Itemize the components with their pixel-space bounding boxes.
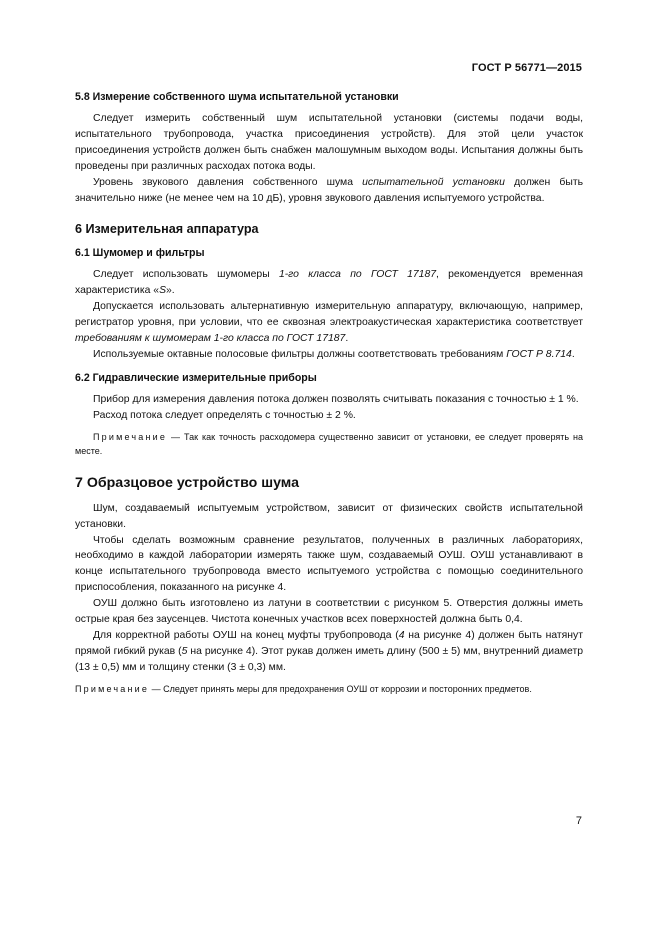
paragraph: Прибор для измерения давления потока должен позволять считывать показания с точностью ± 1 %.	[93, 393, 579, 405]
paragraph: Следует измерить собственный шум испытательной установки (системы подачи воды, испытательного трубопровода, участка присоединения устройств). Для этой цели участок присоединения устройств должен быть снабжен малошумным выходом воды. Испытания должны быть проведены при различных расходах потока воды.	[75, 113, 583, 172]
paragraph: Используемые октавные полосовые фильтры должны соответствовать требованиям ГОСТ Р 8.714.	[93, 348, 575, 360]
paragraph: Уровень звукового давления собственного шума испытательной установки должен быть значительно ниже (не менее чем на 10 дБ), уровня звукового давления испытуемого устройства.	[75, 176, 583, 204]
section-6-2-heading: 6.2 Гидравлические измерительные приборы	[75, 371, 317, 384]
note: Примечание — Так как точность расходомера существенно зависит от установки, ее следует проверять на месте.	[75, 431, 583, 457]
page-body	[75, 90, 583, 696]
note: Примечание — Следует принять меры для предохранения ОУШ от коррозии и посторонних предметов.	[75, 683, 532, 694]
paragraph: Для корректной работы ОУШ на конец муфты трубопровода (4 на рисунке 4) должен быть натянут прямой гибкий рукав (5 на рисунке 4). Этот рукав должен иметь длину (500 ± 5) мм, внутренний диаметр (13 ± 0,5) мм и толщину стенки (3 ± 0,3) мм.	[75, 629, 583, 673]
paragraph: Расход потока следует определять с точностью ± 2 %.	[93, 409, 356, 421]
paragraph: Следует использовать шумомеры 1-го класса по ГОСТ 17187, рекомендуется временная характеристика «S».	[75, 269, 583, 297]
section-5-8-heading: 5.8 Измерение собственного шума испытательной установки	[75, 91, 399, 103]
section-6-heading: 6 Измерительная аппаратура	[75, 222, 259, 237]
page-number: 7	[575, 815, 582, 827]
paragraph: Допускается использовать альтернативную измерительную аппаратуру, включающую, например, регистратор уровня, при условии, что ее сквозная электроакустическая характеристика соответствует требованиям к шумомерам 1-го класса по ГОСТ 17187.	[75, 301, 583, 345]
section-7-heading: 7 Образцовое устройство шума	[75, 474, 299, 491]
paragraph: Чтобы сделать возможным сравнение результатов, полученных в различных лабораториях, необходимо в каждой лаборатории измерять также шум, создаваемый ОУШ. ОУШ устанавливают в конце испытательного трубопровода вместо испытуемого устройства с помощью соединительного приспособления, показанного на рисунке 4.	[75, 534, 583, 594]
paragraph: ОУШ должно быть изготовлено из латуни в соответствии с рисунком 5. Отверстия должны иметь острые края без заусенцев. Чистота конечных участков всех поверхностей должна быть 0,4.	[75, 598, 583, 626]
section-6-1-heading: 6.1 Шумомер и фильтры	[75, 247, 205, 260]
document-header: ГОСТ Р 56771—2015	[471, 62, 582, 74]
paragraph: Шум, создаваемый испытуемым устройством, зависит от физических свойств испытательной установки.	[75, 502, 583, 530]
